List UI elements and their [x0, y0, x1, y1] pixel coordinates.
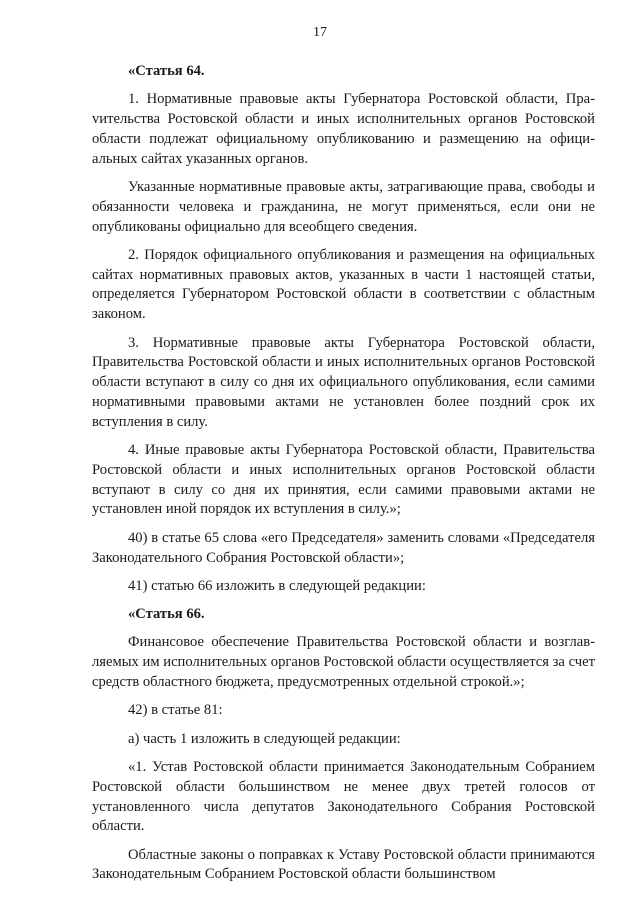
- article-64-part-4: 4. Иные правовые акты Губернатора Ростовской области, Правительства Ростовской области и иных исполнительных органов Ростовской области вступают в силу со дня их принятия, если самими правовыми актами не установлен иной порядок их вступления в силу.»;: [92, 442, 595, 518]
- article-81-part-1: «1. Устав Ростовской области принимается Законодательным Собранием Ростовской области большинством не менее двух третей голосов от установленного числа депутатов Законодательного Собрания Ростовской области.: [92, 758, 595, 835]
- article-64-part-1-continued: Указанные нормативные правовые акты, затрагивающие права, свободы и обязанности человека и гражданина, не могут применяться, если они не опубликованы официально для всеобщего сведения.: [92, 178, 595, 235]
- article-81-part-1-continued: Областные законы о поправках к Уставу Ростовской области принимаются Законодательным Собранием Ростовской области большинством: [92, 846, 595, 883]
- article-64-part-1: 1. Нормативные правовые акты Губернатора Ростовской области, Праvительства Ростовской области и иных исполнительных органов Ростовской области подлежат официальному опубликованию и размещению на официальных сайтах указанных органов.: [92, 91, 595, 167]
- amendment-item-42-a: а) часть 1 изложить в следующей редакции:: [128, 730, 401, 747]
- article-64-part-2: 2. Порядок официального опубликования и размещения на официальных сайтах нормативных правовых актов, указанных в части 1 настоящей статьи, определяется Губернатором Ростовской области в соответствии с областным законом.: [92, 246, 595, 323]
- amendment-item-42: 42) в статье 81:: [128, 702, 223, 719]
- article-66-heading: «Статья 66.: [128, 606, 205, 623]
- article-66-text: Финансовое обеспечение Правительства Ростовской области и возглавляемых им исполнительных органов Ростовской области осуществляется за счет средств областного бюджета, предусмотренных отдельной строкой.»;: [92, 634, 595, 691]
- amendment-item-40: 40) в статье 65 слова «его Председателя» заменить словами «Председателя Законодательного Собрания Ростовской области»;: [92, 529, 595, 566]
- article-64-part-3: 3. Нормативные правовые акты Губернатора Ростовской области, Правительства Ростовской области и иных исполнительных органов Ростовской области вступают в силу со дня их официального опубликования, если самими нормативными правовыми актами не установлен более поздний срок их вступления в силу.: [92, 334, 595, 430]
- page-number: 17: [313, 25, 327, 40]
- document-body: [92, 62, 595, 894]
- article-64-heading: «Статья 64.: [128, 63, 205, 79]
- amendment-item-41: 41) статью 66 изложить в следующей редакции:: [128, 577, 426, 594]
